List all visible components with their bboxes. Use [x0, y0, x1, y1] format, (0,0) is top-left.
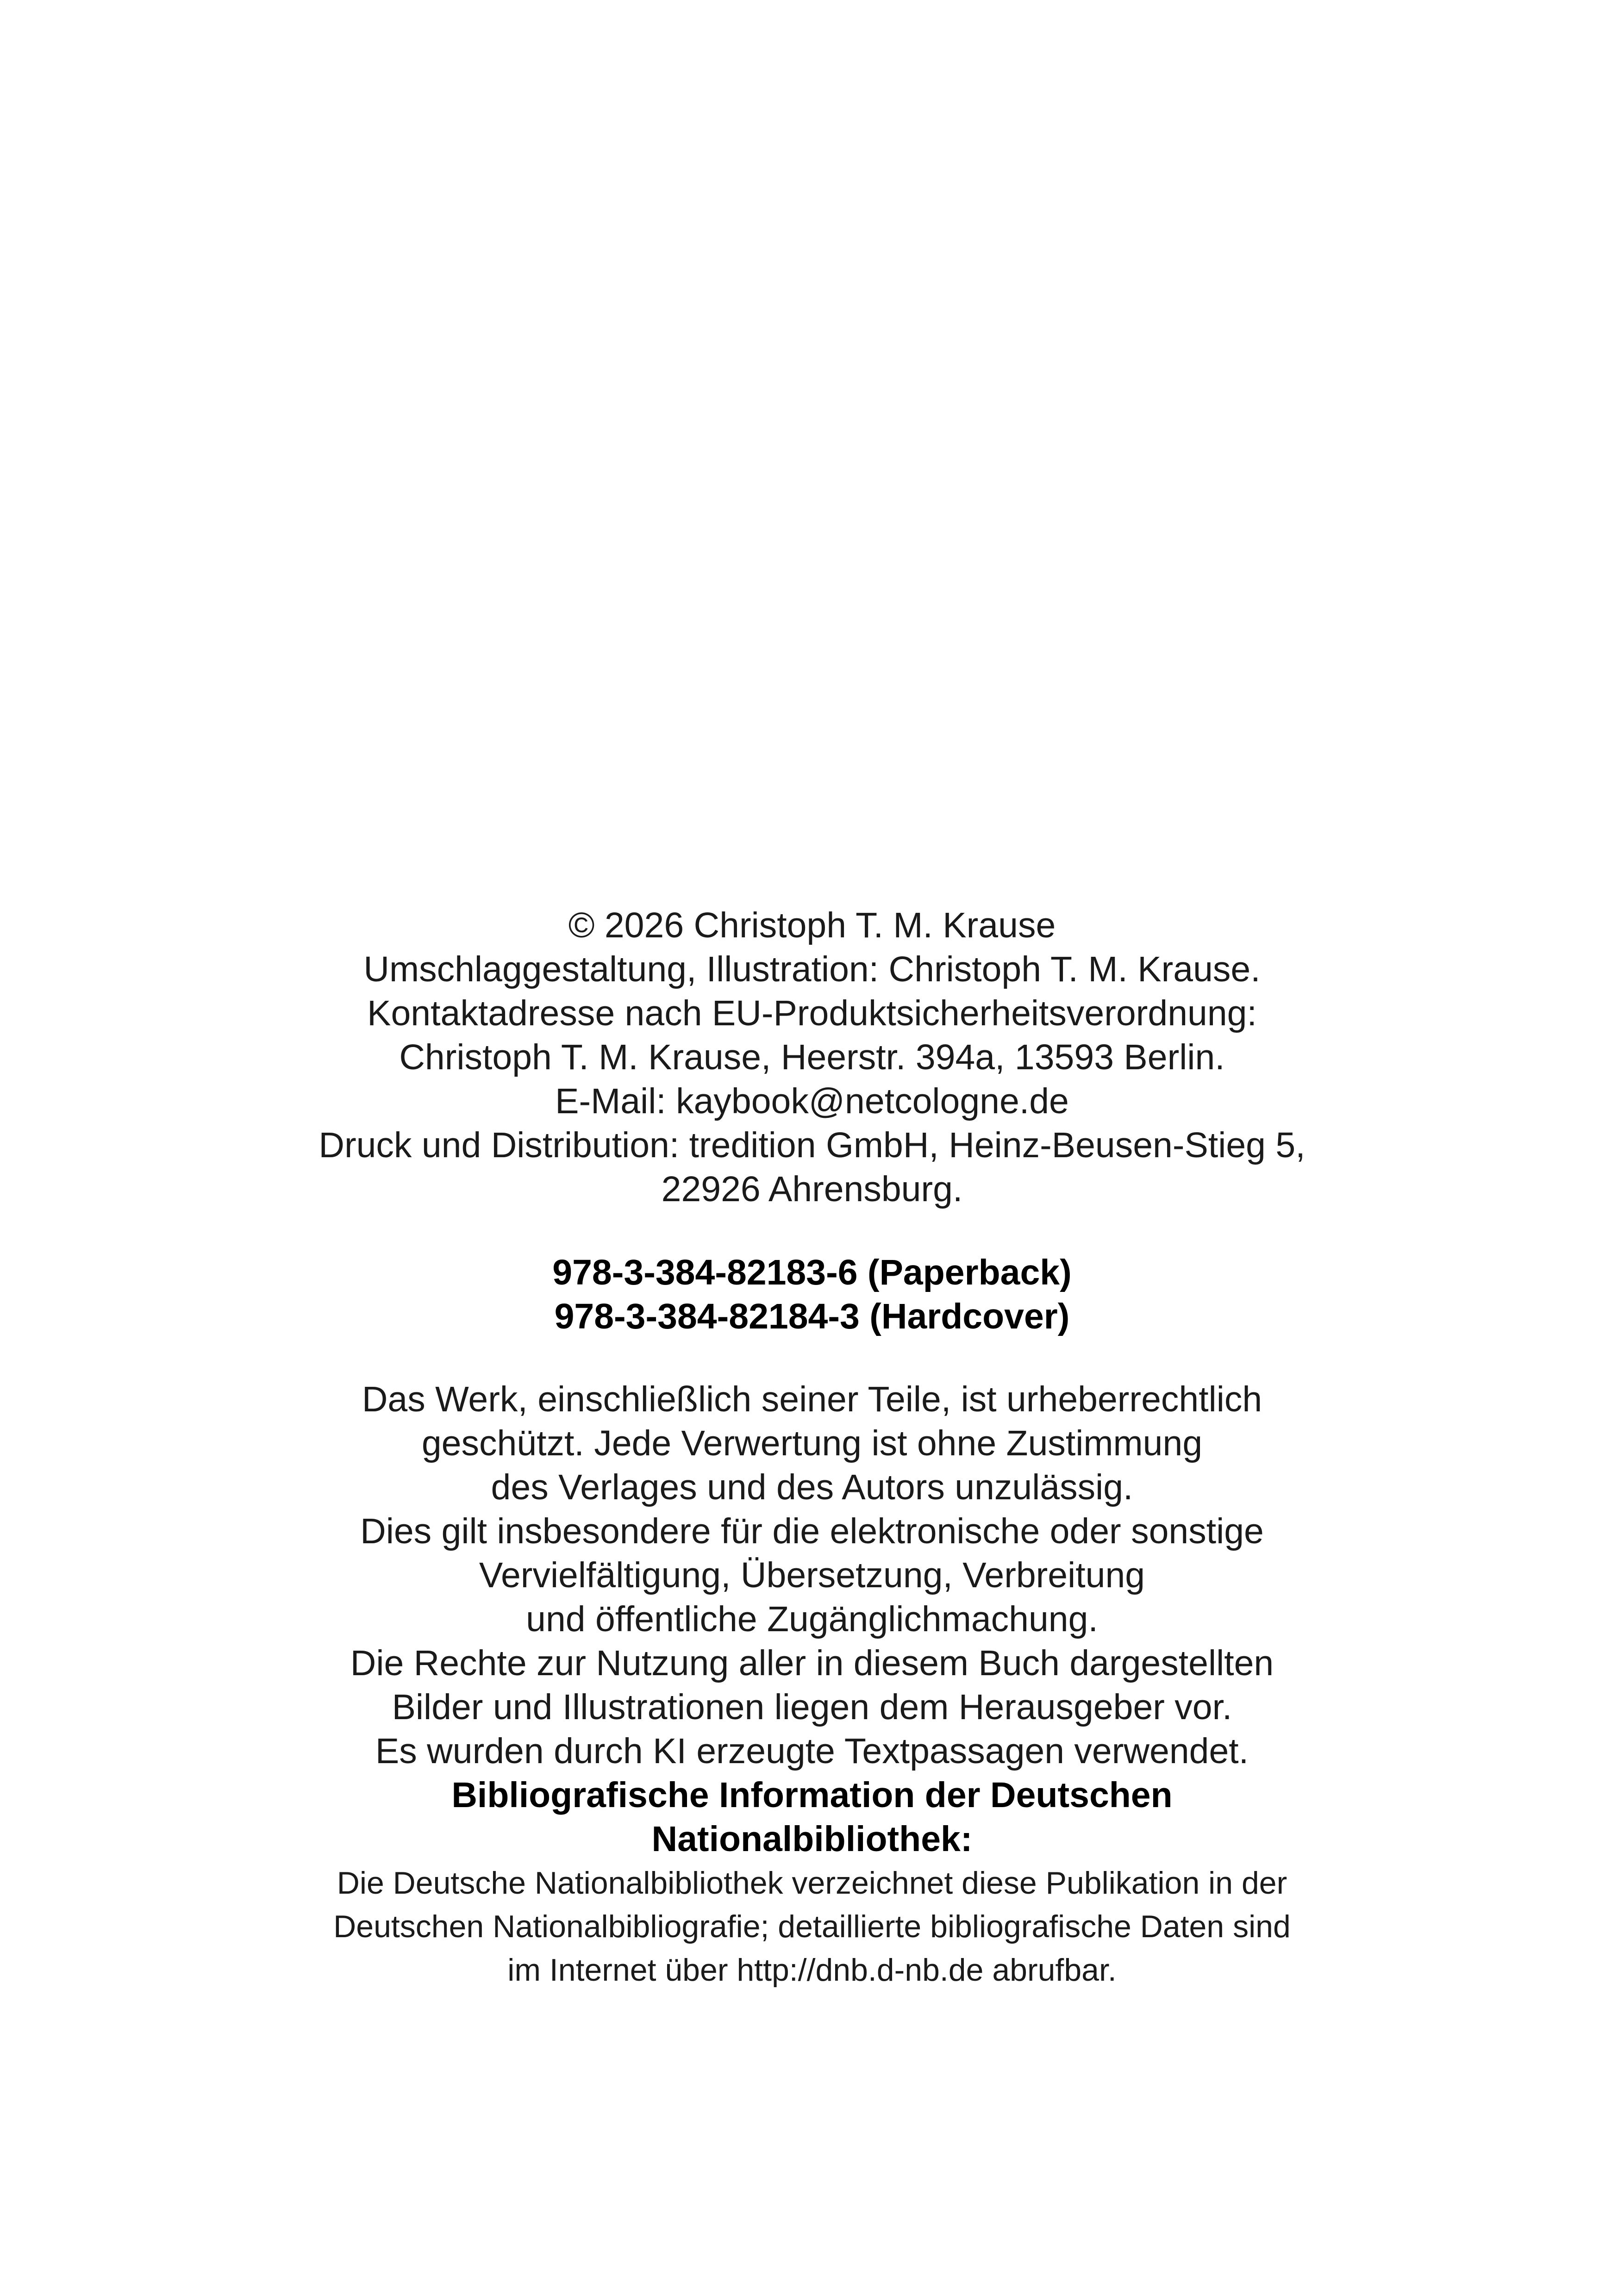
- bibliography-heading: [0, 1773, 1624, 1861]
- email-line: E-Mail: kaybook@netcologne.de: [555, 1081, 1069, 1121]
- rights-line: Vervielfältigung, Übersetzung, Verbreitung: [479, 1555, 1145, 1595]
- isbn-section: [0, 1251, 1624, 1339]
- isbn-paperback: 978-3-384-82183-6 (Paperback): [552, 1253, 1072, 1292]
- bibliography-line: Die Deutsche Nationalbibliothek verzeichnet diese Publikation in der: [337, 1865, 1287, 1901]
- rights-line: Die Rechte zur Nutzung aller in diesem Buch dargestellten: [350, 1643, 1274, 1683]
- bibliography-line: Deutschen Nationalbibliografie; detaillierte bibliografische Daten sind: [333, 1909, 1291, 1944]
- spacer: [0, 1211, 1624, 1251]
- bibliography-heading-line: Nationalbibliothek:: [651, 1819, 973, 1859]
- distribution-line: Druck und Distribution: tredition GmbH, Heinz-Beusen-Stieg 5,: [319, 1125, 1305, 1165]
- rights-line: Bilder und Illustrationen liegen dem Herausgeber vor.: [392, 1687, 1232, 1727]
- distribution-city-line: 22926 Ahrensburg.: [661, 1169, 963, 1209]
- contact-address-line: Christoph T. M. Krause, Heerstr. 394a, 13593 Berlin.: [399, 1037, 1225, 1077]
- bibliography-body: [0, 1861, 1624, 1992]
- isbn-hardcover: 978-3-384-82184-3 (Hardcover): [554, 1297, 1070, 1336]
- copyright-line: © 2026 Christoph T. M. Krause: [568, 905, 1056, 945]
- contact-heading-line: Kontaktadresse nach EU-Produktsicherheitsverordnung:: [367, 993, 1257, 1033]
- spacer: [0, 1339, 1624, 1378]
- rights-line: und öffentliche Zugänglichmachung.: [526, 1599, 1098, 1639]
- rights-line: des Verlages und des Autors unzulässig.: [491, 1467, 1133, 1507]
- rights-line: Dies gilt insbesondere für die elektronische oder sonstige: [360, 1511, 1264, 1551]
- copyright-section: [0, 904, 1624, 1211]
- bibliography-heading-line: Bibliografische Information der Deutschen: [451, 1775, 1173, 1815]
- rights-line: Das Werk, einschließlich seiner Teile, ist urheberrechtlich: [362, 1379, 1262, 1419]
- cover-design-line: Umschlaggestaltung, Illustration: Christoph T. M. Krause.: [363, 949, 1261, 989]
- imprint-block: [0, 904, 1624, 1992]
- ai-notice-line: Es wurden durch KI erzeugte Textpassagen verwendet.: [375, 1731, 1249, 1771]
- rights-line: geschützt. Jede Verwertung ist ohne Zustimmung: [421, 1423, 1203, 1463]
- rights-section: [0, 1378, 1624, 1773]
- bibliography-line: im Internet über http://dnb.d-nb.de abrufbar.: [507, 1952, 1117, 1988]
